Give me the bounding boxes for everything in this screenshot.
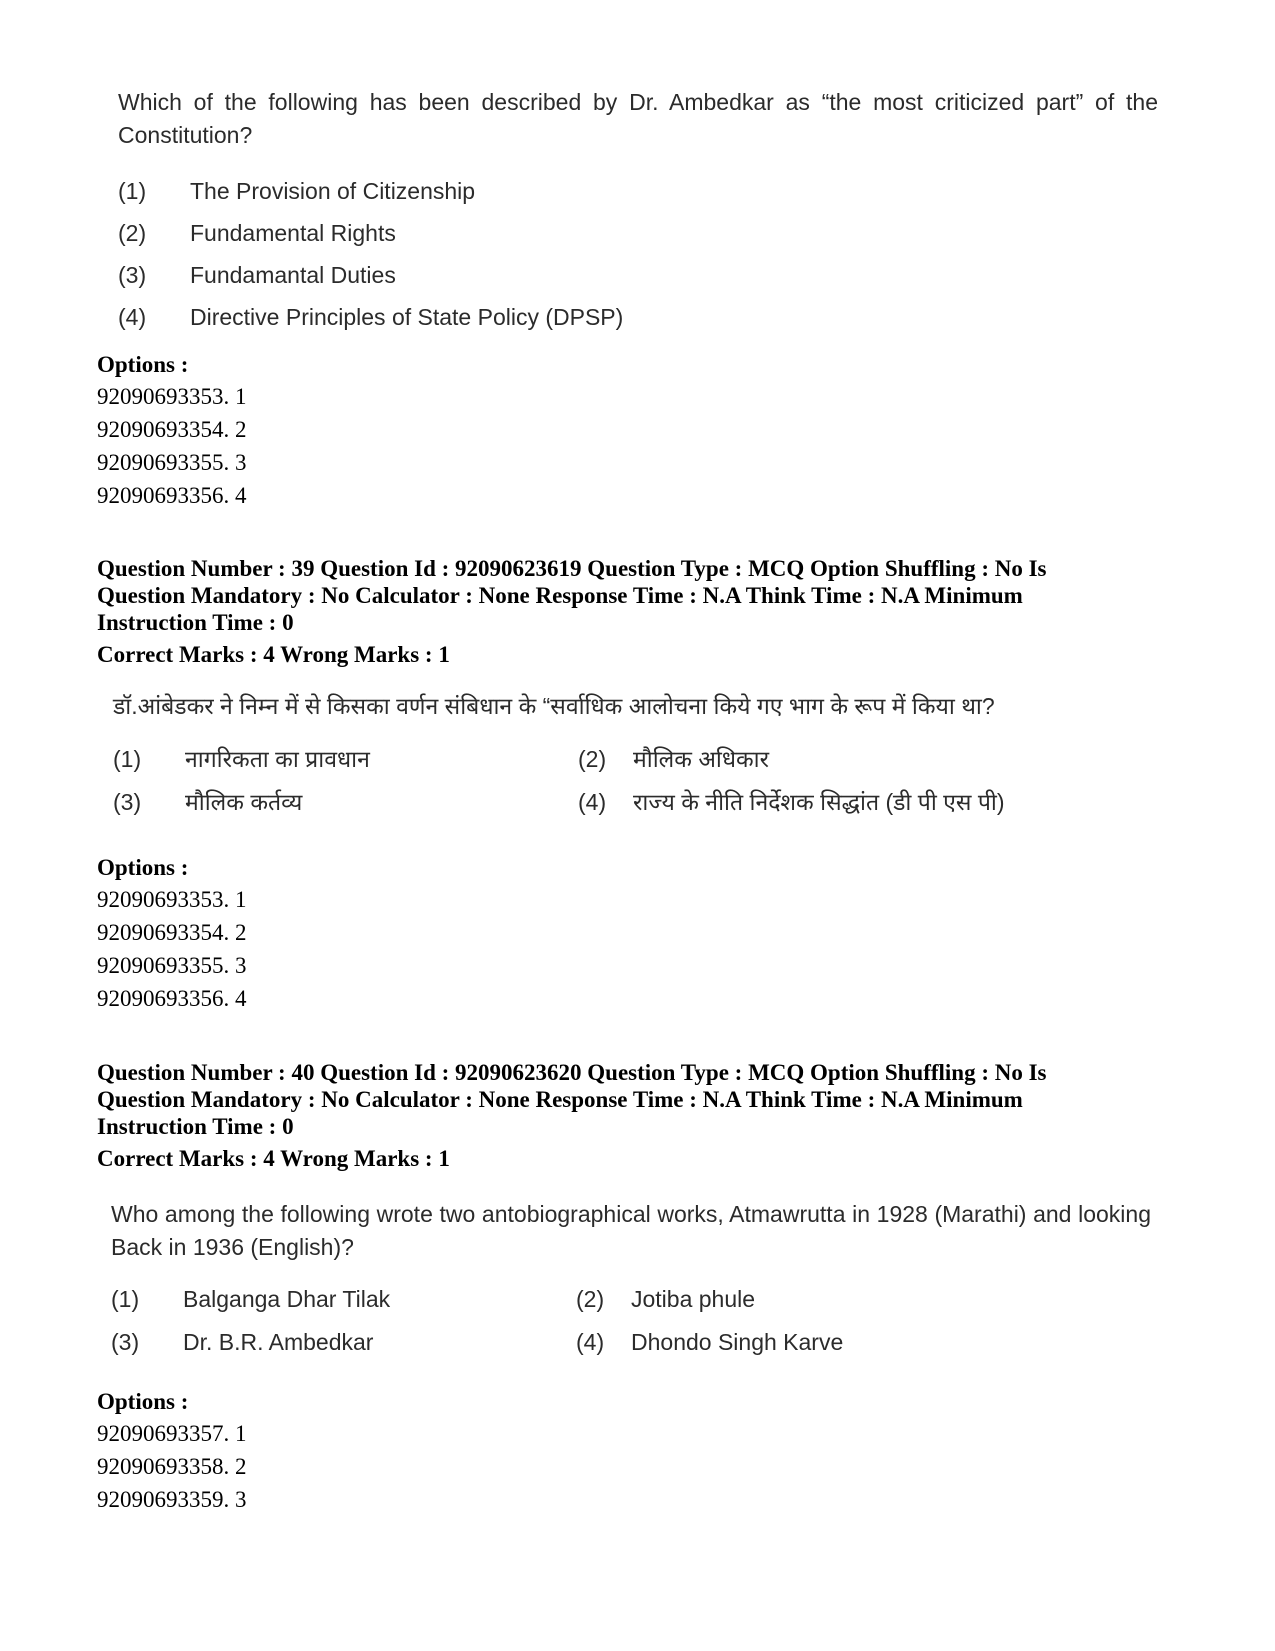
q40-question-text: Who among the following wrote two antobiographical works, Atmawrutta in 1928 (Marathi) and looking Back in 1936 (English)? [111,1201,1151,1260]
q39-choice-4 [578,781,1108,824]
choice-number: (1) [111,1286,140,1312]
q38-question-text: Which of the following has been described by Dr. Ambedkar as “the most criticized part” of the Constitution? [118,89,1158,148]
q40-choice-4 [576,1321,1106,1364]
option-id-line: 92090693355. 3 [97,953,247,978]
q40-metadata: Question Number : 40 Question Id : 92090623620 Question Type : MCQ Option Shuffling : No Is Question Mandatory : No Calculator : None Response Time : N.A Think Time : N.A Minimum Instruction Time : 0 [97,1060,1047,1139]
q39-question-text: डॉ.आंबेडकर ने निम्न में से किसका वर्णन संबिधान के “सर्वाधिक आलोचना किये गए भाग के रूप में किया था? [113,693,995,719]
choice-text: मौलिक अधिकार [633,746,770,772]
q40-choice-grid [111,1278,1106,1364]
choice-number: (1) [113,746,142,772]
choice-text: Jotiba phule [631,1286,756,1312]
choice-number: (4) [578,789,607,815]
q40-choice-3 [111,1321,576,1364]
option-id-line: 92090693354. 2 [97,417,247,442]
options-label: Options : [97,855,189,880]
q39-metadata: Question Number : 39 Question Id : 92090623619 Question Type : MCQ Option Shuffling : No Is Question Mandatory : No Calculator : None Response Time : N.A Think Time : N.A Minimum Instruction Time : 0 [97,556,1047,635]
q39-choice-1 [113,738,578,781]
q39-options-section [97,853,697,1015]
option-id-line: 92090693357. 1 [97,1421,247,1446]
options-label: Options : [97,1389,189,1414]
option-id-line: 92090693356. 4 [97,483,247,508]
choice-number: (2) [578,746,607,772]
choice-number: (4) [118,304,147,330]
choice-text: राज्य के नीति निर्देशक सिद्धांत (डी पी एस पी) [633,789,1005,815]
q40-choice-2 [576,1278,1106,1321]
choice-text: मौलिक कर्तव्य [185,789,303,815]
option-id-line: 92090693355. 3 [97,450,247,475]
option-id-line: 92090693356. 4 [97,986,247,1011]
choice-text: The Provision of Citizenship [190,178,476,204]
option-id-line: 92090693353. 1 [97,384,247,409]
choice-text: Balganga Dhar Tilak [183,1286,391,1312]
q38-choice-list [118,170,918,338]
q39-marks: Correct Marks : 4 Wrong Marks : 1 [97,642,450,667]
q38-choice-3 [118,254,918,296]
choice-number: (4) [576,1329,605,1355]
choice-number: (2) [576,1286,605,1312]
choice-number: (3) [118,262,147,288]
choice-text: Dr. B.R. Ambedkar [183,1329,374,1355]
choice-text: Fundamental Rights [190,220,396,246]
choice-text: Directive Principles of State Policy (DPSP) [190,304,624,330]
option-id-line: 92090693358. 2 [97,1454,247,1479]
choice-text: नागरिकता का प्रावधान [185,746,370,772]
options-label: Options : [97,352,189,377]
q39-choice-grid [113,738,1108,824]
choice-number: (3) [113,789,142,815]
choice-number: (1) [118,178,147,204]
option-id-line: 92090693354. 2 [97,920,247,945]
q38-options-section [97,350,697,512]
q39-choice-2 [578,738,1108,781]
choice-number: (2) [118,220,147,246]
choice-number: (3) [111,1329,140,1355]
q38-choice-4 [118,296,918,338]
q40-choice-1 [111,1278,576,1321]
q39-choice-3 [113,781,578,824]
q40-options-section [97,1387,697,1516]
choice-text: Dhondo Singh Karve [631,1329,844,1355]
q40-marks: Correct Marks : 4 Wrong Marks : 1 [97,1146,450,1171]
choice-text: Fundamantal Duties [190,262,396,288]
option-id-line: 92090693359. 3 [97,1487,247,1512]
q38-choice-1 [118,170,918,212]
option-id-line: 92090693353. 1 [97,887,247,912]
q38-choice-2 [118,212,918,254]
